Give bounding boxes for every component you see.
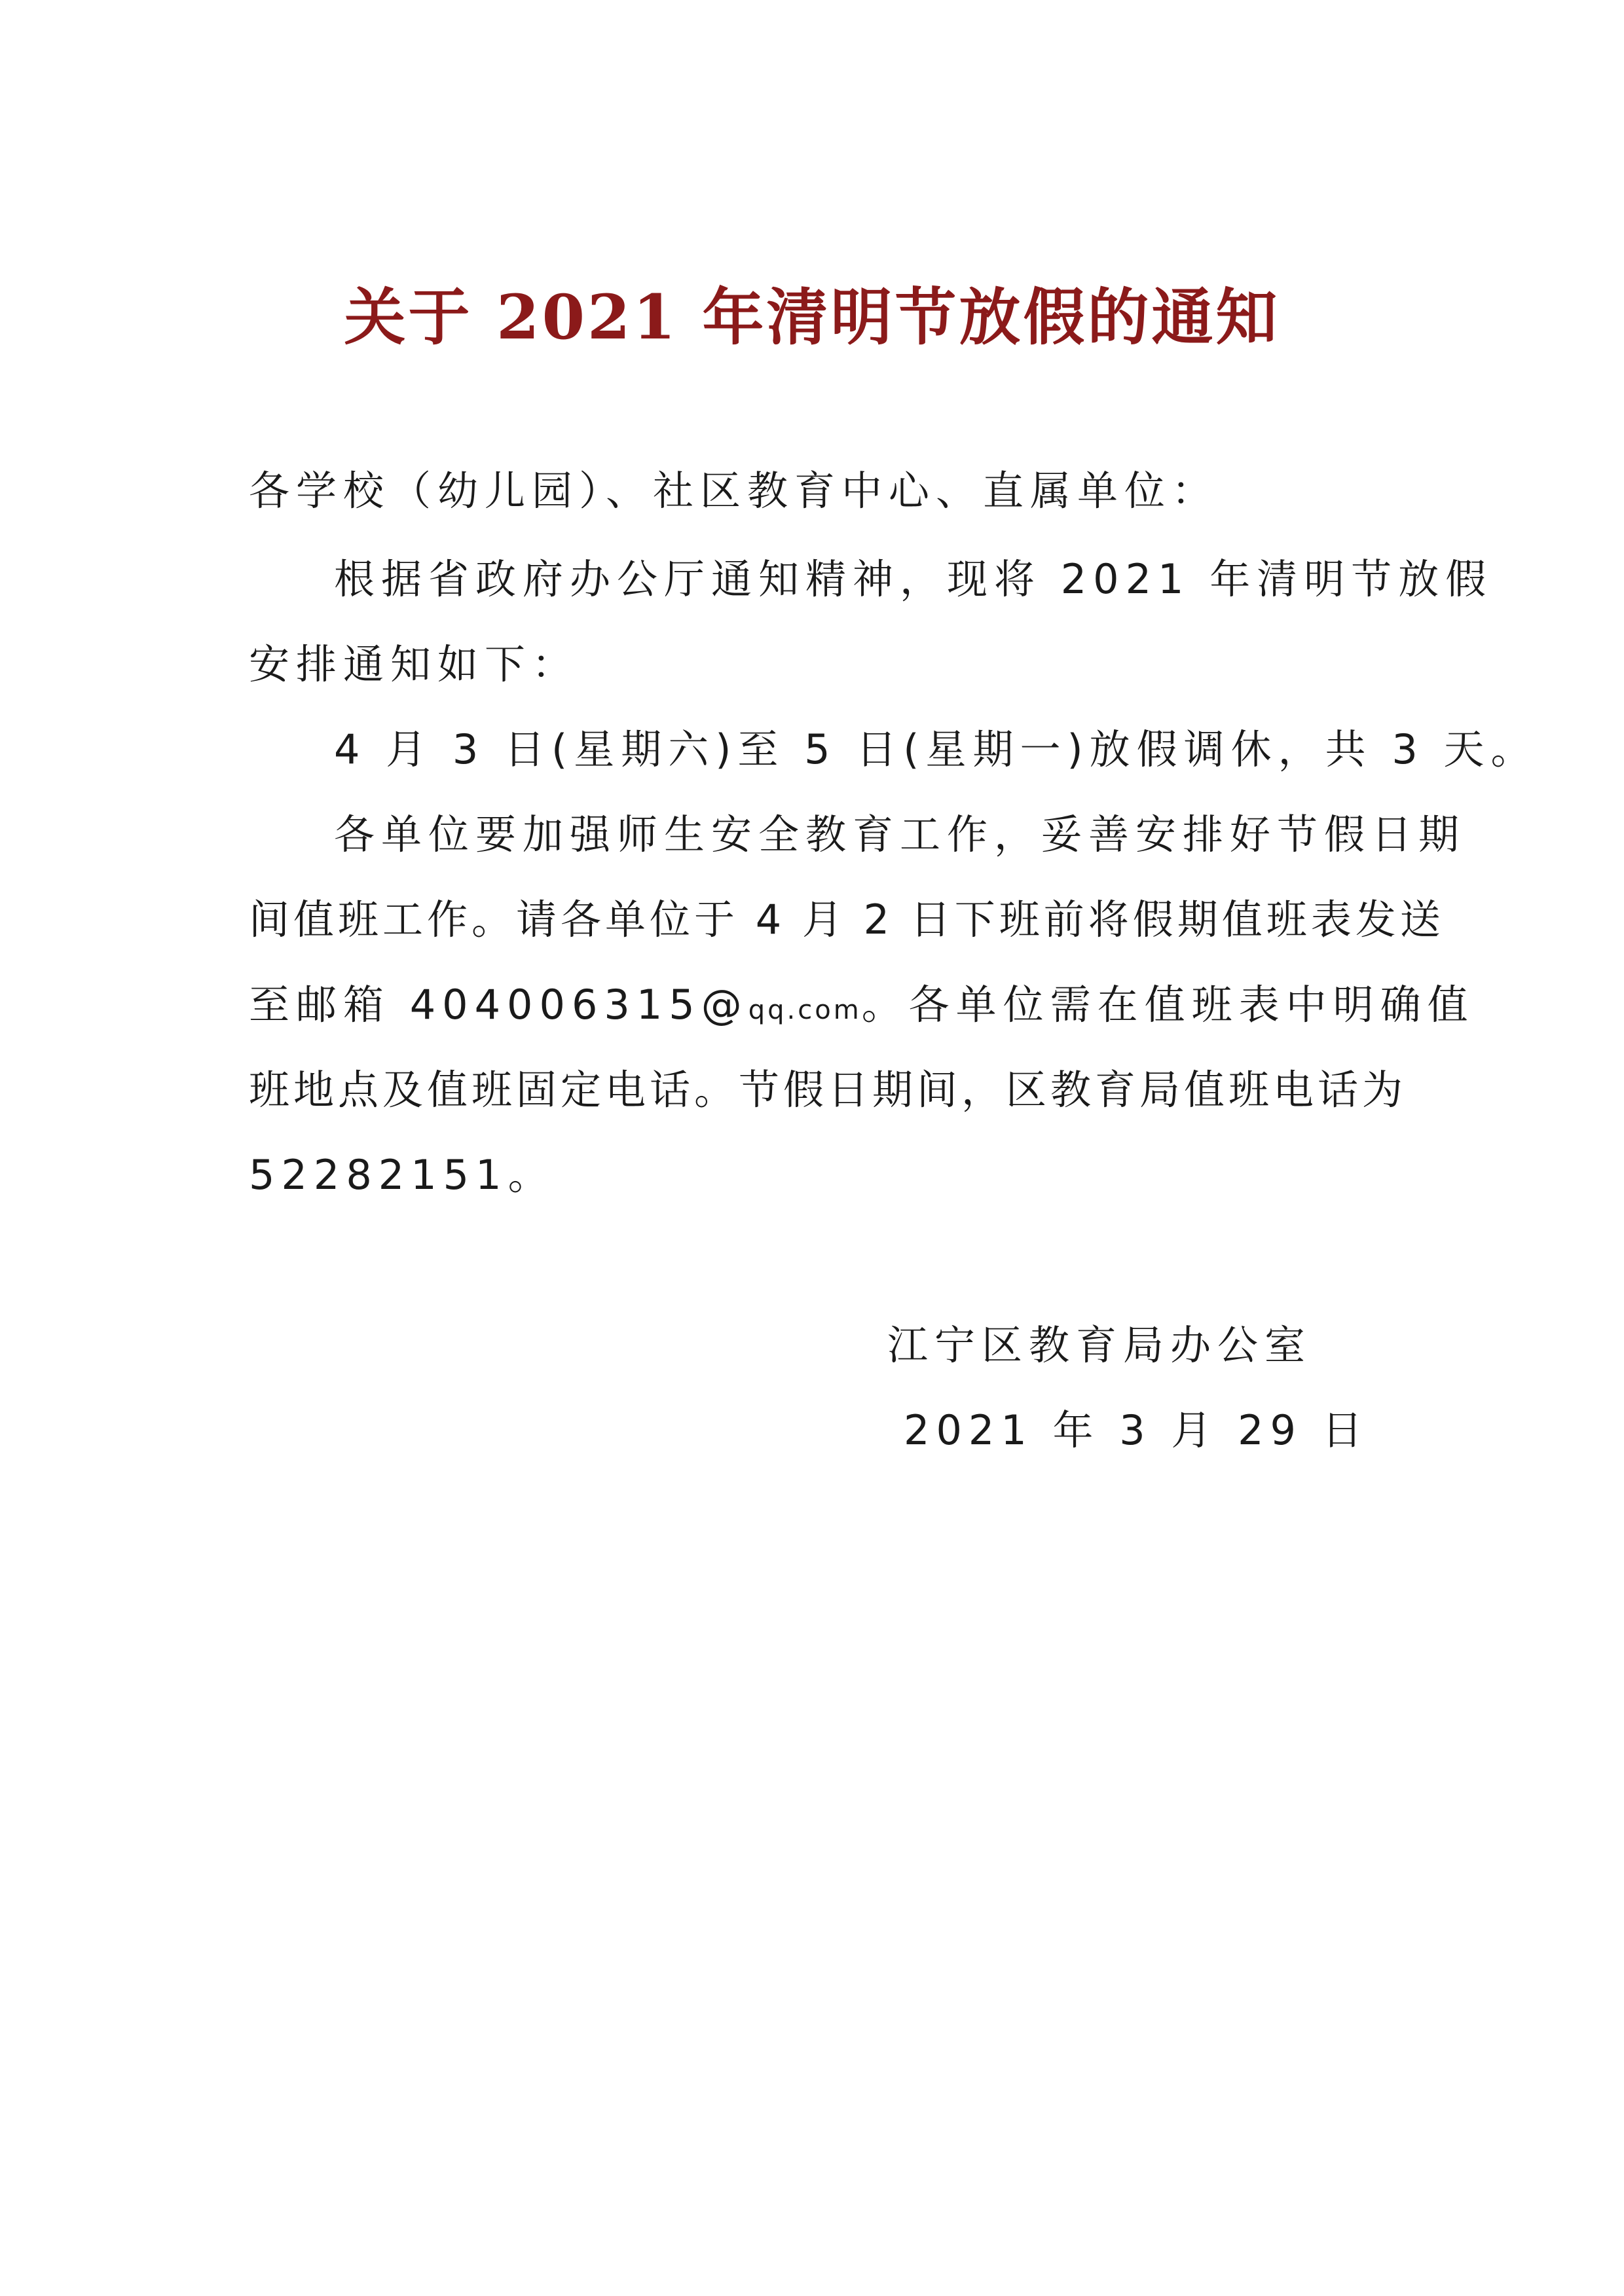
salutation: 各学校（幼儿园）、社区教育中心、直属单位： — [249, 467, 1219, 515]
email-domain: qq.com — [748, 995, 862, 1025]
email-prefix: 至邮箱 404006315@ — [249, 981, 748, 1029]
paragraph-1-line-1: 根据省政府办公厅通知精神，现将 2021 年清明节放假 — [334, 555, 1493, 603]
paragraph-1-line-2: 安排通知如下： — [249, 640, 580, 688]
document-title: 关于 2021 年清明节放假的通知 — [344, 282, 1280, 354]
paragraph-3-line-3 — [249, 979, 1475, 1036]
paragraph-2-line-1: 4 月 3 日(星期六)至 5 日(星期一)放假调休，共 3 天。 — [334, 725, 1538, 773]
paragraph-3-line-2: 间值班工作。请各单位于 4 月 2 日下班前将假期值班表发送 — [249, 896, 1445, 943]
paragraph-3-line-3-suffix: 。各单位需在值班表中明确值 — [861, 981, 1475, 1029]
signature-organization: 江宁区教育局办公室 — [887, 1321, 1312, 1369]
paragraph-3-line-4: 班地点及值班固定电话。节假日期间，区教育局值班电话为 — [249, 1066, 1407, 1114]
paragraph-3-line-5: 52282151。 — [249, 1151, 555, 1199]
paragraph-3-line-1: 各单位要加强师生安全教育工作，妥善安排好节假日期 — [334, 811, 1466, 858]
signature-date: 2021 年 3 月 29 日 — [904, 1406, 1369, 1454]
